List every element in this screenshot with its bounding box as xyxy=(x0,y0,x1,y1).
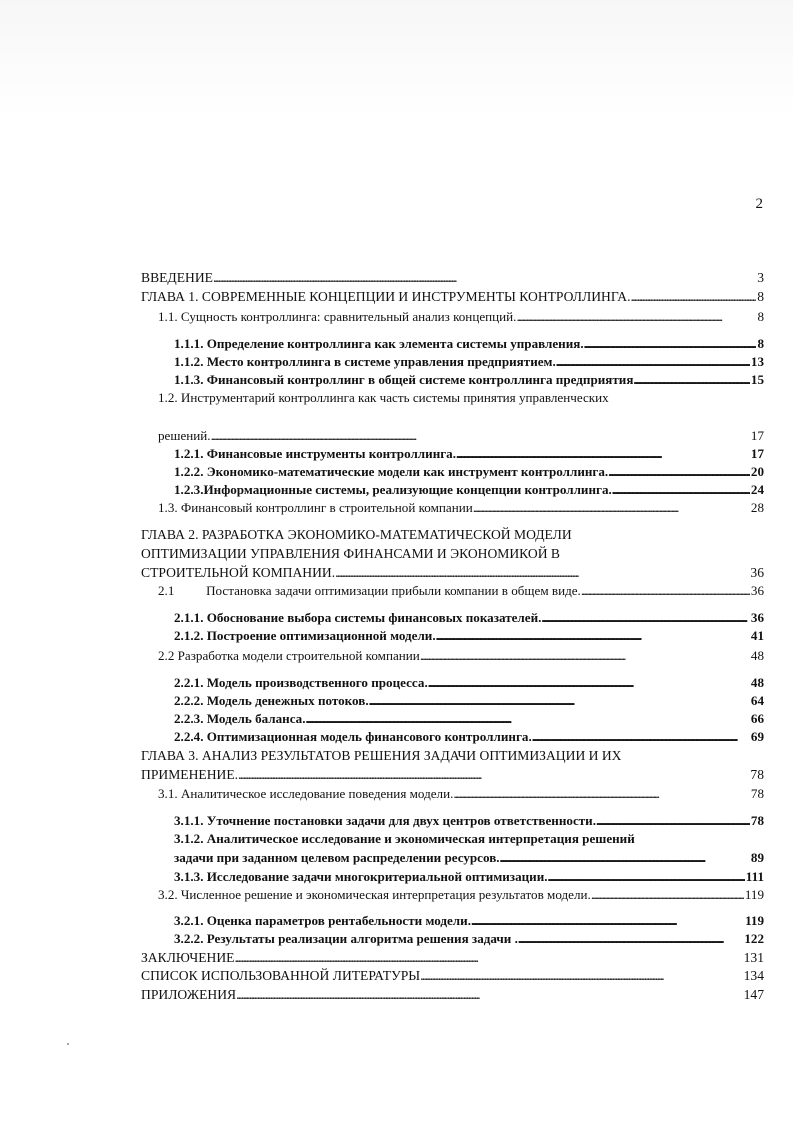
toc-page-number: 147 xyxy=(743,987,764,1002)
toc-entry-row xyxy=(158,500,764,516)
toc-entry-title: 2.2.3. Модель баланса. xyxy=(174,711,306,726)
toc-page-number: 36 xyxy=(750,565,764,580)
toc-entry-row xyxy=(141,270,764,286)
toc-entry-chapter-1[interactable] xyxy=(141,289,764,305)
toc-entry-title: 3.2.2. Результаты реализации алгоритма решения задачи . xyxy=(174,931,518,946)
toc-page-number: 24 xyxy=(750,482,764,497)
toc-entry-section-1-2[interactable] xyxy=(158,390,764,446)
toc-dot-leader xyxy=(516,309,756,325)
toc-page-number: 15 xyxy=(750,372,764,387)
toc-page-number: 89 xyxy=(750,850,764,865)
toc-entry-section-3-1-3[interactable] xyxy=(174,869,764,885)
toc-entry-title: 1.1.1. Определение контроллинга как элемента системы управления. xyxy=(174,336,584,351)
toc-dot-leader xyxy=(428,675,750,691)
toc-dot-leader xyxy=(556,354,750,370)
toc-entry-section-2-2-3[interactable] xyxy=(174,711,764,727)
toc-entry-section-1-1[interactable] xyxy=(158,309,764,325)
toc-entry-row xyxy=(158,309,764,325)
toc-entry-title: 1.1.2. Место контроллинга в системе управления предприятием. xyxy=(174,354,556,369)
toc-entry-title: ВВЕДЕНИЕ xyxy=(141,270,213,285)
toc-dot-leader xyxy=(236,987,743,1003)
toc-dot-leader xyxy=(453,786,750,802)
toc-entry-title: 2.1.1. Обоснование выбора системы финансовых показателей. xyxy=(174,610,542,625)
toc-entry-title: 1.1.3. Финансовый контроллинг в общей системе контроллинга предприятия xyxy=(174,372,634,387)
toc-entry-section-2-2-1[interactable] xyxy=(174,675,764,691)
toc-dot-leader xyxy=(238,767,749,783)
toc-page-number: 17 xyxy=(750,446,764,461)
toc-dot-leader xyxy=(369,693,750,709)
toc-dot-leader xyxy=(548,869,745,885)
toc-dot-leader xyxy=(306,711,750,727)
toc-entry-row xyxy=(174,354,764,370)
toc-entry-title: Постановка задачи оптимизации прибыли компании в общем виде. xyxy=(206,583,581,598)
toc-entry-title: 1.2.2. Экономико-математические модели как инструмент контроллинга. xyxy=(174,464,609,479)
toc-page-number: 64 xyxy=(750,693,764,708)
toc-entry-row xyxy=(158,786,764,802)
toc-entry-section-1-1-2[interactable] xyxy=(174,354,764,370)
toc-dot-leader xyxy=(500,850,750,866)
toc-page-number: 13 xyxy=(750,354,764,369)
toc-entry-introduction[interactable] xyxy=(141,270,764,286)
toc-page-number: 69 xyxy=(750,729,764,744)
toc-dot-leader xyxy=(211,428,750,444)
toc-entry-row xyxy=(174,610,764,626)
toc-page-number: 8 xyxy=(757,289,764,304)
toc-dot-leader xyxy=(633,372,749,388)
toc-entry-section-3-1[interactable] xyxy=(158,786,764,802)
toc-page-number: 78 xyxy=(750,813,764,828)
toc-dot-leader xyxy=(234,950,742,966)
toc-entry-row xyxy=(174,482,764,498)
toc-entry-section-2-2-4[interactable] xyxy=(174,729,764,745)
toc-entry-title: 1.2.1. Финансовые инструменты контроллинга. xyxy=(174,446,457,461)
toc-entry-title: 2.1.2. Построение оптимизационной модели. xyxy=(174,628,436,643)
scan-artifact xyxy=(67,1043,69,1045)
toc-entry-title: 3.2. Численное решение и экономическая интерпретация результатов модели. xyxy=(158,887,591,902)
toc-entry-title: ПРИМЕНЕНИЕ. xyxy=(141,767,239,782)
toc-dot-leader xyxy=(581,583,750,599)
toc-entry-section-1-2-3[interactable] xyxy=(174,482,764,498)
toc-dot-leader xyxy=(591,887,744,903)
toc-entry-conclusion[interactable] xyxy=(141,950,764,966)
toc-entry-row xyxy=(174,693,764,709)
toc-entry-section-2-1-1[interactable] xyxy=(174,610,764,626)
toc-dot-leader xyxy=(630,289,756,305)
toc-entry-title: ГЛАВА 1. СОВРЕМЕННЫЕ КОНЦЕПЦИИ И ИНСТРУМЕНТЫ КОНТРОЛЛИНГА. xyxy=(141,289,631,304)
page-number: 2 xyxy=(755,196,763,212)
toc-page-number: 66 xyxy=(750,711,764,726)
toc-entry-row xyxy=(141,987,764,1003)
toc-entry-number: 2.1 xyxy=(158,583,175,598)
toc-entry-section-1-1-3[interactable] xyxy=(174,372,764,388)
toc-entry-title-line: ГЛАВА 3. АНАЛИЗ РЕЗУЛЬТАТОВ РЕШЕНИЯ ЗАДАЧИ ОПТИМИЗАЦИИ И ИХ xyxy=(141,748,622,763)
toc-dot-leader xyxy=(608,464,750,480)
toc-entry-row xyxy=(174,931,764,947)
toc-entry-section-2-1-2[interactable] xyxy=(174,628,764,644)
toc-page-number: 36 xyxy=(750,610,764,625)
toc-entry-title: 3.1.1. Уточнение постановки задачи для двух центров ответственности. xyxy=(174,813,597,828)
toc-entry-title: 3.1.3. Исследование задачи многокритериальной оптимизации. xyxy=(174,869,548,884)
toc-entry-section-3-2-1[interactable] xyxy=(174,913,764,929)
toc-page-number: 20 xyxy=(750,464,764,479)
toc-dot-leader xyxy=(420,648,750,664)
toc-dot-leader xyxy=(541,610,749,626)
toc-dot-leader xyxy=(213,270,756,286)
toc-entry-row xyxy=(158,583,764,599)
toc-page-number: 48 xyxy=(750,675,764,690)
toc-entry-section-3-1-1[interactable] xyxy=(174,813,764,829)
toc-entry-title: 2.2.1. Модель производственного процесса. xyxy=(174,675,428,690)
toc-entry-title-line: ГЛАВА 2. РАЗРАБОТКА ЭКОНОМИКО-МАТЕМАТИЧЕСКОЙ МОДЕЛИ xyxy=(141,527,572,542)
toc-dot-leader xyxy=(612,482,750,498)
toc-entry-title: задачи при заданном целевом распределении ресурсов. xyxy=(174,850,500,865)
toc-dot-leader xyxy=(584,336,757,352)
toc-entry-row xyxy=(174,372,764,388)
toc-entry-row xyxy=(174,869,764,885)
toc-page-number: 122 xyxy=(744,931,764,946)
toc-dot-leader xyxy=(471,913,744,929)
toc-entry-title-line: 3.1.2. Аналитическое исследование и экономическая интерпретация решений xyxy=(174,831,635,846)
toc-dot-leader xyxy=(335,565,749,581)
toc-entry-title: 3.1. Аналитическое исследование поведения модели. xyxy=(158,786,454,801)
toc-page-number: 17 xyxy=(750,428,764,443)
toc-entry-title-line: 1.2. Инструментарий контроллинга как часть системы принятия управленческих xyxy=(158,390,609,405)
toc-entry-section-3-1-2[interactable] xyxy=(174,831,764,869)
toc-page-number: 8 xyxy=(757,336,764,351)
toc-entry-row xyxy=(141,950,764,966)
toc-entry-row xyxy=(174,711,764,727)
toc-entry-title: СПИСОК ИСПОЛЬЗОВАННОЙ ЛИТЕРАТУРЫ xyxy=(141,968,421,983)
toc-entry-section-1-2-2[interactable] xyxy=(174,464,764,480)
toc-entry-section-2-2[interactable] xyxy=(158,648,764,664)
toc-entry-title: 2.2.2. Модель денежных потоков. xyxy=(174,693,369,708)
toc-entry-section-1-3[interactable] xyxy=(158,500,764,516)
toc-dot-leader xyxy=(518,931,744,947)
toc-entry-title: СТРОИТЕЛЬНОЙ КОМПАНИИ. xyxy=(141,565,336,580)
toc-entry-row xyxy=(174,913,764,929)
toc-entry-row xyxy=(141,767,764,786)
toc-page-number: 131 xyxy=(743,950,764,965)
toc-page-number: 41 xyxy=(750,628,764,643)
toc-entry-row xyxy=(174,813,764,829)
toc-entry-row xyxy=(174,464,764,480)
toc-page-number: 36 xyxy=(750,583,764,598)
toc-entry-appendices[interactable] xyxy=(141,987,764,1003)
toc-entry-title: 1.1. Сущность контроллинга: сравнительный анализ концепций. xyxy=(158,309,517,324)
toc-entry-title: решений. xyxy=(158,428,211,443)
toc-entry-title: 3.2.1. Оценка параметров рентабельности модели. xyxy=(174,913,471,928)
toc-page-number: 8 xyxy=(757,309,764,324)
toc-page-number: 48 xyxy=(750,648,764,663)
toc-entry-row xyxy=(158,648,764,664)
toc-entry-title: 2.2.4. Оптимизационная модель финансового контроллинга. xyxy=(174,729,532,744)
toc-page-number: 78 xyxy=(750,786,764,801)
toc-entry-section-1-2-1[interactable] xyxy=(174,446,764,462)
toc-page-number: 78 xyxy=(750,767,764,782)
toc-entry-row xyxy=(141,289,764,305)
toc-page-number: 28 xyxy=(750,500,764,515)
toc-page-number: 111 xyxy=(745,869,764,884)
toc-entry-section-2-2-2[interactable] xyxy=(174,693,764,709)
toc-entry-title-line: ОПТИМИЗАЦИИ УПРАВЛЕНИЯ ФИНАНСАМИ И ЭКОНОМИКОЙ В xyxy=(141,546,561,561)
toc-dot-leader xyxy=(420,968,742,984)
toc-entry-row xyxy=(158,887,764,903)
toc-entry-title: ЗАКЛЮЧЕНИЕ xyxy=(141,950,235,965)
toc-dot-leader xyxy=(473,500,750,516)
toc-entry-title: 1.3. Финансовый контроллинг в строительной компании xyxy=(158,500,473,515)
toc-entry-row xyxy=(158,428,764,446)
toc-entry-title: ПРИЛОЖЕНИЯ xyxy=(141,987,237,1002)
toc-entry-references[interactable] xyxy=(141,968,764,984)
toc-dot-leader xyxy=(456,446,750,462)
toc-entry-row xyxy=(174,850,764,869)
toc-entry-row xyxy=(174,729,764,745)
toc-page-number: 134 xyxy=(743,968,764,983)
toc-page-number: 119 xyxy=(744,887,764,902)
toc-page-number: 3 xyxy=(757,270,764,285)
toc-entry-row xyxy=(141,565,764,584)
toc-entry-row xyxy=(174,675,764,691)
toc-dot-leader xyxy=(436,628,750,644)
toc-entry-section-3-2[interactable] xyxy=(158,887,764,903)
toc-page-number: 119 xyxy=(745,913,764,928)
toc-entry-row xyxy=(174,336,764,352)
toc-entry-section-3-2-2[interactable] xyxy=(174,931,764,947)
toc-entry-section-2-1[interactable] xyxy=(158,583,764,599)
toc-entry-row xyxy=(174,628,764,644)
toc-entry-row xyxy=(141,968,764,984)
toc-entry-chapter-3[interactable] xyxy=(141,748,764,786)
toc-entry-section-1-1-1[interactable] xyxy=(174,336,764,352)
toc-dot-leader xyxy=(532,729,750,745)
toc-entry-chapter-2[interactable] xyxy=(141,527,764,584)
toc-entry-title: 1.2.3.Информационные системы, реализующие концепции контроллинга. xyxy=(174,482,612,497)
toc-entry-row xyxy=(174,446,764,462)
toc-dot-leader xyxy=(596,813,750,829)
toc-entry-title: 2.2 Разработка модели строительной компании xyxy=(158,648,420,663)
